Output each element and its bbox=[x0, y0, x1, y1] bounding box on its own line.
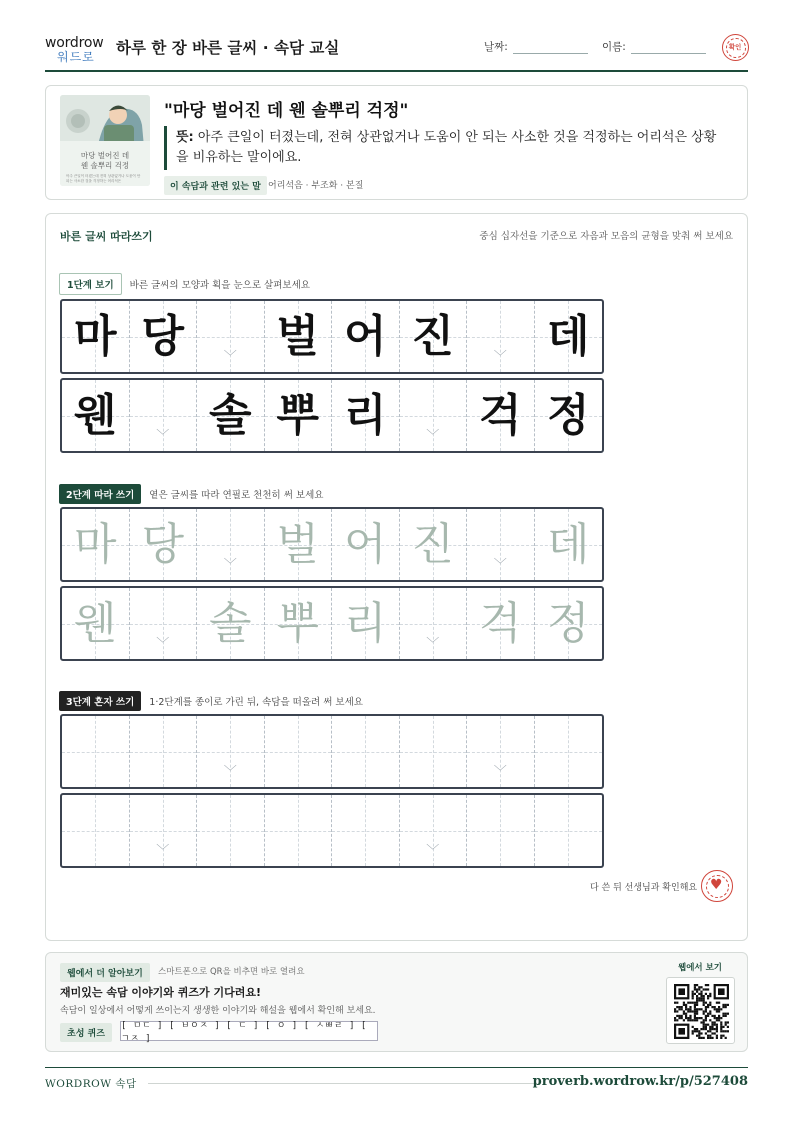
page-title: 하루 한 장 바른 글씨 · 속담 교실 bbox=[116, 39, 340, 57]
glyph-cell bbox=[467, 380, 535, 451]
proverb-card bbox=[45, 85, 748, 200]
model-glyph: 진 bbox=[411, 310, 454, 362]
space-cell[interactable] bbox=[400, 588, 468, 659]
guide-line-vertical bbox=[568, 795, 569, 866]
space-cell[interactable] bbox=[400, 795, 468, 866]
trace-glyph: 진 bbox=[411, 518, 454, 570]
model-glyph: 벌 bbox=[276, 310, 319, 362]
step-3-badge: 3단계 혼자 쓰기 bbox=[59, 691, 141, 711]
practice-row[interactable] bbox=[60, 507, 604, 582]
glyph-cell[interactable] bbox=[332, 509, 400, 580]
thumb-title bbox=[66, 151, 144, 171]
seal-text: 확인 bbox=[728, 43, 742, 51]
web-desc: 속담이 일상에서 어떻게 쓰이는지 생생한 이야기와 해설을 웹에서 확인해 보세요. bbox=[60, 1006, 376, 1016]
related-badge: 이 속담과 관련 있는 말 bbox=[164, 176, 267, 195]
model-glyph: 데 bbox=[546, 310, 590, 362]
glyph-cell[interactable] bbox=[535, 716, 603, 787]
wordrow-logo bbox=[45, 35, 107, 63]
glyph-cell[interactable] bbox=[197, 588, 265, 659]
guide-line-vertical bbox=[95, 716, 96, 787]
glyph-cell[interactable] bbox=[400, 509, 468, 580]
space-cell[interactable] bbox=[197, 716, 265, 787]
step-2-desc: 옅은 글씨를 따라 연필로 천천히 써 보세요 bbox=[149, 489, 324, 501]
guide-line-vertical bbox=[230, 795, 231, 866]
glyph-cell[interactable] bbox=[265, 588, 333, 659]
model-glyph: 솔 bbox=[208, 389, 252, 441]
date-field[interactable] bbox=[513, 53, 588, 54]
guide-line-vertical bbox=[365, 795, 366, 866]
glyph-cell[interactable] bbox=[535, 795, 603, 866]
glyph-cell bbox=[265, 301, 333, 372]
space-cell bbox=[467, 301, 535, 372]
quiz-badge: 초성 퀴즈 bbox=[60, 1023, 112, 1042]
trace-glyph: 당 bbox=[141, 518, 184, 570]
glyph-cell[interactable] bbox=[467, 795, 535, 866]
step-1-badge: 1단계 보기 bbox=[59, 273, 122, 295]
glyph-cell[interactable] bbox=[535, 509, 603, 580]
thumb-title-line-1: 마당 벌어진 데 bbox=[80, 151, 130, 160]
practice-row bbox=[60, 299, 604, 374]
web-badge: 웹에서 더 알아보기 bbox=[60, 963, 150, 982]
model-glyph: 뿌 bbox=[276, 389, 319, 441]
page-header bbox=[45, 26, 748, 72]
trace-glyph: 데 bbox=[546, 518, 590, 570]
space-mark-icon: ﹀ bbox=[493, 558, 507, 573]
heart-icon: ♥ bbox=[710, 877, 723, 893]
illustration-image bbox=[60, 95, 150, 186]
glyph-cell bbox=[197, 380, 265, 451]
space-mark-icon: ﹀ bbox=[426, 637, 440, 652]
web-title: 재미있는 속담 이야기와 퀴즈가 기다려요! bbox=[60, 986, 261, 999]
practice-row[interactable] bbox=[60, 714, 604, 789]
model-glyph: 웬 bbox=[73, 389, 117, 441]
glyph-cell[interactable] bbox=[467, 588, 535, 659]
glyph-cell bbox=[535, 380, 603, 451]
qr-label: 웹에서 보기 bbox=[678, 963, 723, 973]
step-3-desc: 1·2단계를 종이로 가린 뒤, 속담을 떠올려 써 보세요 bbox=[149, 696, 363, 708]
glyph-cell[interactable] bbox=[535, 588, 603, 659]
confirm-seal-icon bbox=[722, 34, 749, 61]
model-glyph: 정 bbox=[546, 389, 590, 441]
space-cell[interactable] bbox=[467, 509, 535, 580]
glyph-cell[interactable] bbox=[62, 509, 130, 580]
glyph-cell[interactable] bbox=[265, 795, 333, 866]
trace-glyph: 리 bbox=[343, 597, 387, 649]
glyph-cell[interactable] bbox=[400, 716, 468, 787]
guide-line-vertical bbox=[163, 716, 164, 787]
glyph-cell[interactable] bbox=[265, 716, 333, 787]
model-glyph: 걱 bbox=[478, 389, 522, 441]
thumb-title-line-2: 웬 솔뿌리 걱정 bbox=[80, 161, 130, 170]
space-cell bbox=[197, 301, 265, 372]
trace-glyph: 뿌 bbox=[276, 597, 319, 649]
space-cell bbox=[130, 380, 198, 451]
model-glyph: 마 bbox=[73, 310, 117, 362]
glyph-cell bbox=[62, 301, 130, 372]
meaning-body: 아주 큰일이 터졌는데, 전혀 상관없거나 도움이 안 되는 사소한 것을 걱정하는 어리석은 상황을 비유하는 말이에요. bbox=[176, 130, 717, 165]
glyph-cell[interactable] bbox=[197, 795, 265, 866]
model-glyph: 당 bbox=[141, 310, 184, 362]
name-field[interactable] bbox=[631, 53, 706, 54]
space-mark-icon: ﹀ bbox=[426, 844, 440, 859]
glyph-cell bbox=[332, 380, 400, 451]
initial-consonant-quiz: [ ㅁㄷ ] [ ㅂㅇㅈ ] [ ㄷ ] [ ㅇ ] [ ㅅㅃㄹ ] [ ㄱㅈ ] bbox=[120, 1021, 378, 1041]
space-mark-icon: ﹀ bbox=[493, 350, 507, 365]
date-label: 날짜: bbox=[484, 41, 508, 53]
web-info-box bbox=[45, 952, 748, 1052]
glyph-cell[interactable] bbox=[332, 588, 400, 659]
model-glyph: 리 bbox=[343, 389, 387, 441]
logo-wordmark: wordrow bbox=[45, 35, 104, 51]
step-3-header bbox=[14, 691, 363, 710]
space-mark-icon: ﹀ bbox=[156, 844, 170, 859]
space-mark-icon: ﹀ bbox=[426, 429, 440, 444]
glyph-cell[interactable] bbox=[332, 795, 400, 866]
glyph-cell[interactable] bbox=[265, 509, 333, 580]
logo-korean: 워드로 bbox=[57, 50, 95, 64]
glyph-cell[interactable] bbox=[130, 509, 198, 580]
glyph-cell[interactable] bbox=[62, 795, 130, 866]
related-words: 어리석음 · 부조화 · 본질 bbox=[268, 181, 364, 191]
guide-line-vertical bbox=[365, 716, 366, 787]
glyph-cell[interactable] bbox=[62, 588, 130, 659]
proverb-illustration bbox=[60, 95, 150, 186]
space-mark-icon: ﹀ bbox=[223, 350, 237, 365]
practice-title: 바른 글씨 따라쓰기 bbox=[60, 230, 153, 243]
glyph-cell bbox=[130, 301, 198, 372]
glyph-cell bbox=[265, 380, 333, 451]
space-mark-icon: ﹀ bbox=[223, 765, 237, 780]
space-cell[interactable] bbox=[130, 588, 198, 659]
trace-glyph: 어 bbox=[343, 518, 387, 570]
step-2-badge: 2단계 따라 쓰기 bbox=[59, 484, 141, 504]
name-label: 이름: bbox=[602, 41, 626, 53]
space-cell bbox=[400, 380, 468, 451]
guide-line-vertical bbox=[298, 795, 299, 866]
qr-code[interactable] bbox=[666, 977, 735, 1044]
model-glyph: 어 bbox=[343, 310, 387, 362]
practice-hint: 중심 십자선을 기준으로 자음과 모음의 균형을 맞춰 써 보세요 bbox=[479, 231, 733, 242]
step-2-header bbox=[14, 484, 323, 503]
glyph-cell bbox=[400, 301, 468, 372]
space-mark-icon: ﹀ bbox=[156, 429, 170, 444]
trace-glyph: 웬 bbox=[73, 597, 117, 649]
glyph-cell[interactable] bbox=[332, 716, 400, 787]
step-1-desc: 바른 글씨의 모양과 획을 눈으로 살펴보세요 bbox=[129, 279, 310, 291]
trace-glyph: 걱 bbox=[478, 597, 522, 649]
glyph-cell bbox=[332, 301, 400, 372]
trace-glyph: 벌 bbox=[276, 518, 319, 570]
guide-line-vertical bbox=[500, 795, 501, 866]
footer-url[interactable]: proverb.wordrow.kr/p/527408 bbox=[532, 1074, 748, 1089]
footer-divider bbox=[45, 1067, 748, 1068]
guide-line-vertical bbox=[95, 795, 96, 866]
space-cell[interactable] bbox=[197, 509, 265, 580]
guide-line-vertical bbox=[568, 716, 569, 787]
trace-glyph: 정 bbox=[546, 597, 590, 649]
practice-row[interactable] bbox=[60, 793, 604, 868]
space-mark-icon: ﹀ bbox=[156, 637, 170, 652]
teacher-check-seal-icon bbox=[701, 870, 733, 902]
practice-row[interactable] bbox=[60, 586, 604, 661]
guide-line-vertical bbox=[298, 716, 299, 787]
web-badge-sub: 스마트폰으로 QR을 비추면 바로 열려요 bbox=[158, 967, 305, 977]
space-cell[interactable] bbox=[130, 795, 198, 866]
footer-rule bbox=[148, 1083, 536, 1084]
qr-code-icon bbox=[674, 984, 729, 1039]
meaning-text bbox=[176, 128, 724, 168]
proverb-title: "마당 벌어진 데 웬 솔뿌리 걱정" bbox=[164, 101, 409, 121]
glyph-cell bbox=[535, 301, 603, 372]
glyph-cell[interactable] bbox=[62, 716, 130, 787]
meaning-label: 뜻: bbox=[176, 130, 194, 145]
trace-glyph: 마 bbox=[73, 518, 117, 570]
space-mark-icon: ﹀ bbox=[223, 558, 237, 573]
guide-line-vertical bbox=[433, 716, 434, 787]
glyph-cell[interactable] bbox=[130, 716, 198, 787]
meaning-accent-bar bbox=[164, 126, 167, 170]
footer-brand: WORDROW 속담 bbox=[45, 1078, 137, 1090]
space-cell[interactable] bbox=[467, 716, 535, 787]
step-1-header bbox=[14, 274, 310, 293]
trace-glyph: 솔 bbox=[208, 597, 252, 649]
check-text: 다 쓴 뒤 선생님과 확인해요 bbox=[590, 883, 698, 893]
glyph-cell bbox=[62, 380, 130, 451]
thumb-caption: 아주 큰일이 터졌는데 전혀 상관없거나 도움이 안 되는 사소한 것을 걱정하는 어리석은 bbox=[66, 174, 141, 183]
space-mark-icon: ﹀ bbox=[493, 765, 507, 780]
practice-row bbox=[60, 378, 604, 453]
